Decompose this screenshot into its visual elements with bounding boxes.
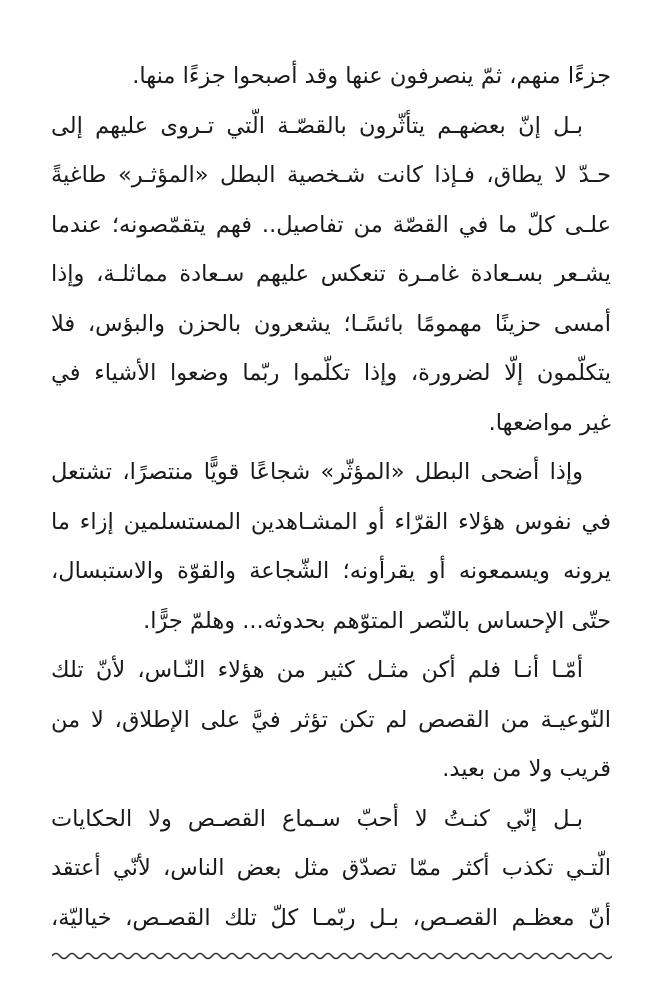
text-line: في نفوس هؤلاء القرّاء أو المشـاهدين المستسلمين إزاء ما [51, 508, 611, 535]
wavy-divider [52, 950, 612, 962]
text-line: الّتـي تكذب أكثر ممّا تصدّق مثل بعض الناس، لأنّي أعتقد [51, 855, 611, 881]
text-line: أنّ معظـم القصـص، بـل ربّمـا كلّ تلك القصـص، خياليّة، [51, 904, 611, 931]
text-line: علـى كلّ ما في القصّة من تفاصيل.. فهم يتقمّصونه؛ عندما [51, 211, 611, 238]
paragraph [51, 646, 611, 795]
paragraph [51, 52, 611, 102]
text-line: أمّـا أنـا فلم أكن مثـل كثير من هؤلاء النّـاس، لأنّ تلك [51, 657, 583, 683]
text-line: حتّى الإحساس بالنّصر المتوّهم بحدوثه... وهلمّ جرًّا. [143, 607, 611, 634]
paragraph [51, 448, 611, 646]
page-body [51, 52, 611, 943]
paragraph [51, 102, 611, 449]
text-line: النّوعيـة من القصص لم تكن تؤثر فيَّ على الإطلاق، لا من [51, 706, 611, 733]
text-line: قريب ولا من بعيد. [442, 756, 611, 782]
text-line: وإذا أضحى البطل «المؤثّر» شجاعًا قويًّا منتصرًا، تشتعل [51, 459, 583, 485]
text-line: أمسى حزينًا مهمومًا بائسًـا؛ يشعرون بالحزن والبؤس، فلا [51, 310, 611, 337]
text-line: يتكلّمون إلّا لضرورة، وإذا تكلّموا ربّما وضعوا الأشياء في [51, 360, 611, 386]
text-line: يشـعر بسـعادة غامـرة تنعكس عليهم سـعادة مماثلـة، وإذا [51, 261, 611, 287]
text-line: بـل إنّي كنـتُ لا أحبّ سـماع القصـص ولا الحكايات [51, 805, 583, 832]
paragraph [51, 795, 611, 944]
text-line: بـل إنّ بعضهـم يتأثّرون بالقصّـة الّتي تـروى عليهم إلى [51, 112, 583, 139]
text-line: يرونه ويسمعونه أو يقرأونه؛ الشّجاعة والقوّة والاستبسال، [51, 558, 611, 584]
text-line: حـدّ لا يطاق، فـإذا كانت شـخصية البطل «المؤثـر» طاغيةً [51, 162, 611, 188]
text-line: غير مواضعها. [488, 409, 611, 436]
text-line: جزءًا منهم، ثمّ ينصرفون عنها وقد أصبحوا جزءًا منها. [132, 63, 611, 89]
